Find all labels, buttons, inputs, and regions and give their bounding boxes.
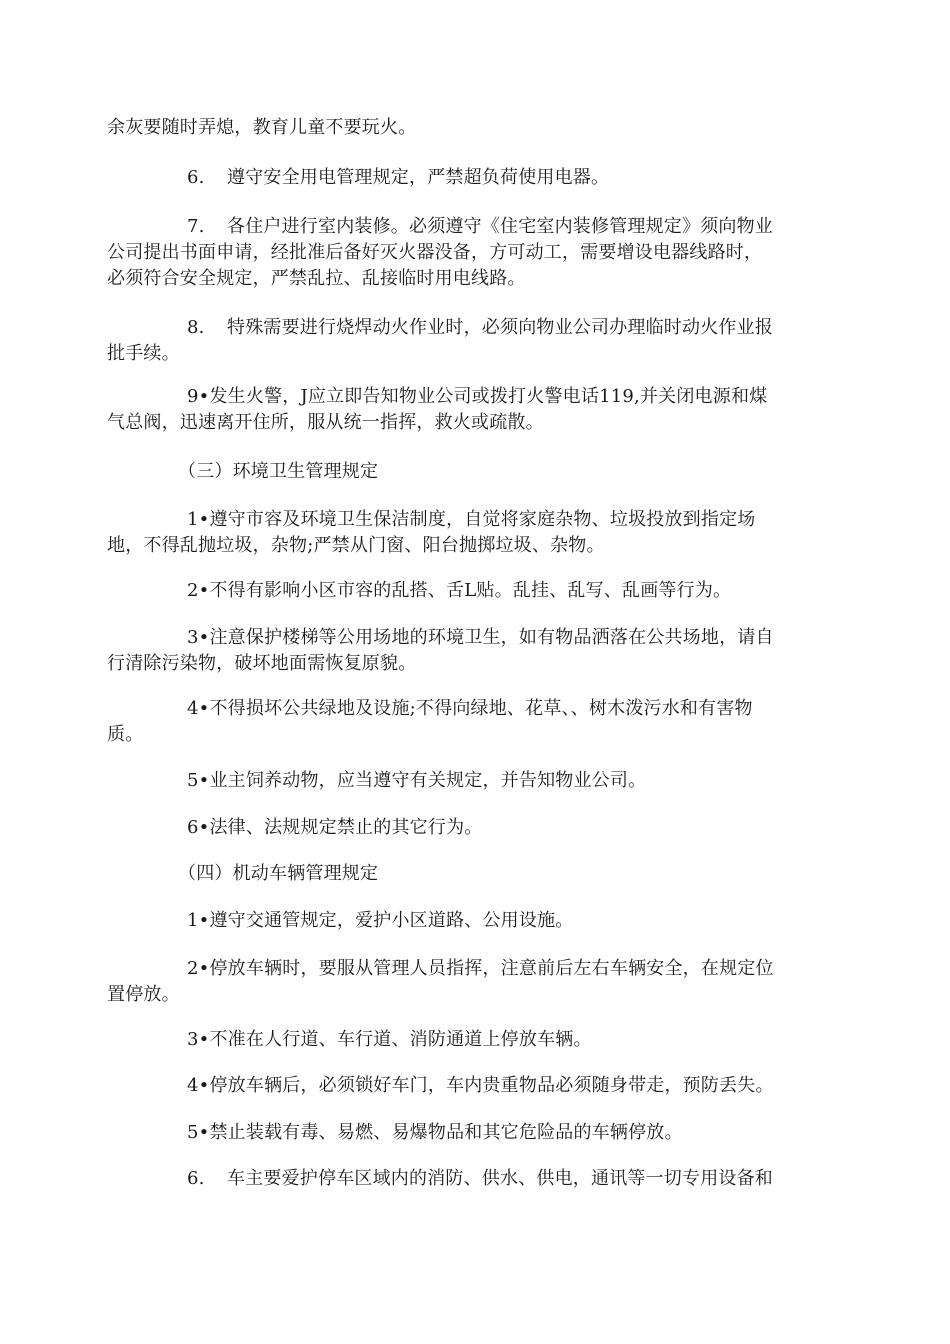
- item-number: 8.: [187, 317, 205, 338]
- text-line: 余灰要随时弄熄，教育儿童不要玩火。: [107, 117, 417, 138]
- text-line: 批手续。: [107, 343, 180, 364]
- list-item-9: 9•发生火警，J应立即告知物业公司或拨打火警电话119,并关闭电源和煤: [187, 386, 768, 407]
- list-item-veh-5: 5•禁止装载有毒、易燃、易爆物品和其它危险品的车辆停放。: [187, 1122, 683, 1143]
- text-line: 行清除污染物，破坏地面需恢复原貌。: [107, 653, 417, 674]
- list-item-env-3: 3•注意保护楼梯等公用场地的环境卫生，如有物品洒落在公共场地，请自: [187, 627, 774, 648]
- text-line: 气总阀，迅速离开住所，服从统一指挥，救火或疏散。: [107, 412, 544, 433]
- text-line: 公司提出书面申请，经批准后备好灭火器没备，方可动工，需要增设电器线路时，: [107, 242, 763, 263]
- item-number: 7.: [187, 216, 205, 237]
- list-item-veh-4: 4•停放车辆后，必须锁好车门，车内贵重物品必须随身带走，预防丢失。: [187, 1075, 774, 1096]
- text-line: 必须符合安全规定，严禁乱拉、乱接临时用电线路。: [107, 268, 526, 289]
- list-item-env-4: 4•不得损坏公共绿地及设施;不得向绿地、花草、、树木泼污水和有害物: [187, 698, 753, 719]
- list-item-veh-2: 2•停放车辆时，要服从管理人员指挥，注意前后左右车辆安全，在规定位: [187, 958, 774, 979]
- list-item-6: 6. 遵守安全用电管理规定，严禁超负荷使用电器。: [187, 164, 609, 192]
- text-line: 置停放。: [107, 984, 180, 1005]
- item-number: 6.: [187, 1168, 205, 1189]
- list-item-veh-3: 3•不准在人行道、车行道、消防通道上停放车辆。: [187, 1029, 592, 1050]
- section-heading-vehicles: （四）机动车辆管理规定: [178, 863, 379, 884]
- list-item-7: 7. 各住户进行室内装修。必须遵守《住宅室内装修管理规定》须向物业: [187, 213, 773, 241]
- list-item-veh-1: 1•遵守交通管规定，爱护小区道路、公用设施。: [187, 910, 574, 931]
- text-line: 质。: [107, 724, 144, 745]
- list-item-env-6: 6•法律、法规规定禁止的其它行为。: [187, 817, 483, 838]
- list-item-veh-6: 6. 车主要爱护停车区域内的消防、供水、供电，通讯等一切专用设备和: [187, 1165, 773, 1193]
- section-heading-environment: （三）环境卫生管理规定: [178, 461, 379, 482]
- list-item-env-5: 5•业主饲养动物，应当遵守有关规定，并告知物业公司。: [187, 770, 647, 791]
- list-item-env-1: 1•遵守市容及环境卫生保洁制度，自觉将家庭杂物、垃圾投放到指定场: [187, 509, 756, 530]
- item-number: 6.: [187, 167, 205, 188]
- text-line: 地，不得乱抛垃圾，杂物;严禁从门窗、阳台抛掷垃圾、杂物。: [107, 535, 605, 556]
- list-item-8: 8. 特殊需要进行烧焊动火作业时，必须向物业公司办理临时动火作业报: [187, 314, 773, 342]
- list-item-env-2: 2•不得有影响小区市容的乱搭、舌L贴。乱挂、乱写、乱画等行为。: [187, 580, 732, 601]
